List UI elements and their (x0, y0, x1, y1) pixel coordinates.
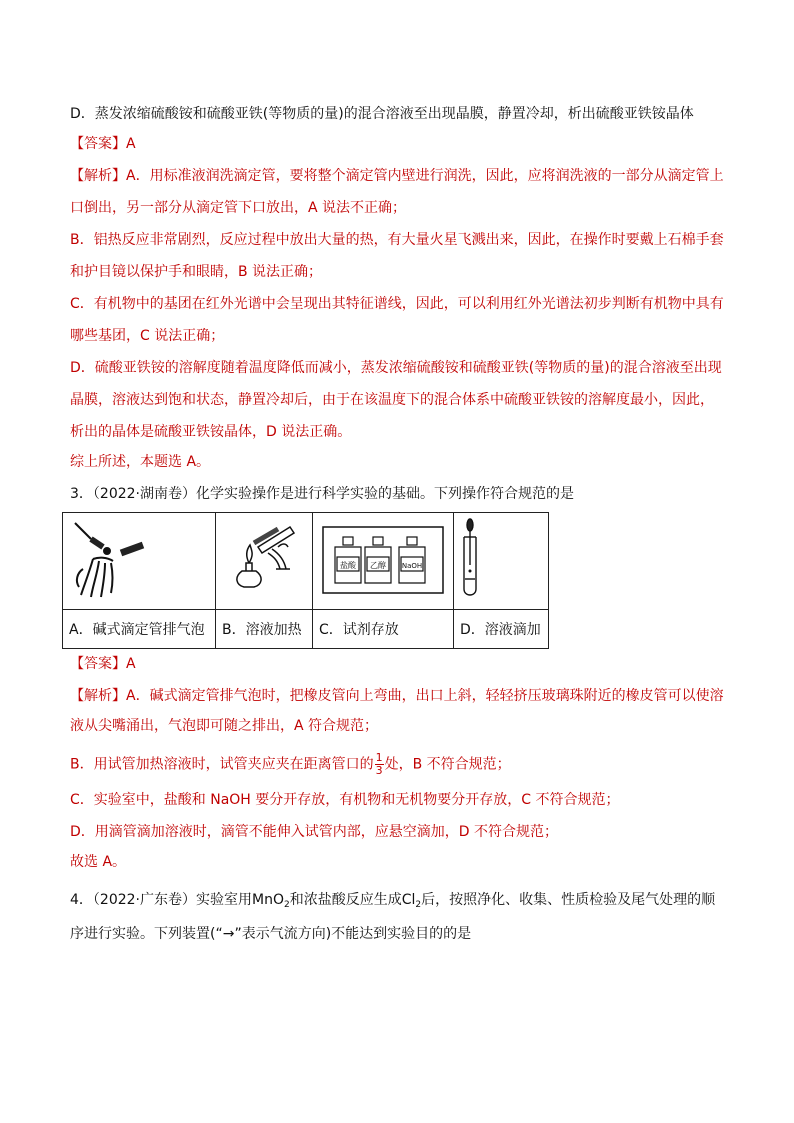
q4-stem-line1 (70, 890, 715, 915)
fraction-denominator: 3 (375, 764, 383, 777)
q3-option-d-image (454, 513, 549, 610)
q3-caption-row (63, 610, 549, 649)
q3-answer: A (126, 656, 136, 672)
formula-cl2-sub: 2 (415, 900, 422, 910)
q3-analysis-c: C．实验室中，盐酸和 NaOH 要分开存放，有机物和无机物要分开存放，C 不符合规范； (70, 792, 620, 808)
q3-image-row (63, 513, 549, 610)
q3-answer-tag: 【答案】 (70, 656, 126, 672)
q2-answer-line (70, 134, 136, 154)
q2-analysis-tag: 【解析】 (70, 168, 126, 184)
dropper-test-tube-icon (454, 513, 548, 605)
q3-option-c-caption: C．试剂存放 (313, 610, 454, 649)
q3-option-a-image (63, 513, 216, 610)
q4-stem-pre: 4．（2022·广东卷）实验室用 (70, 892, 252, 908)
q3-analysis-b-post: 处，B 不符合规范； (384, 756, 511, 773)
q3-analysis-d: D．用滴管滴加溶液时，滴管不能伸入试管内部，应悬空滴加，D 不符合规范； (70, 824, 559, 840)
q3-analysis-b-line (70, 752, 511, 777)
reagent-bottles-icon (313, 513, 453, 605)
q3-analysis-tag: 【解析】 (70, 688, 126, 704)
q2-analysis-d-line3: 析出的晶体是硫酸亚铁铵晶体，D 说法正确。 (70, 424, 352, 440)
formula-mno2-sub: 2 (283, 900, 290, 910)
q2-analysis-d-line1: D．硫酸亚铁铵的溶解度随着温度降低而减小，蒸发浓缩硫酸铵和硫酸亚铁(等物质的量)的混合溶液至出现 (70, 360, 722, 376)
test-tube-heating-icon (216, 513, 312, 605)
q4-stem-line2: 序进行实验。下列装置(“→”表示气流方向)不能达到实验目的的是 (70, 926, 472, 942)
one-third-fraction (375, 752, 384, 777)
burette-squeeze-icon (63, 513, 215, 605)
q2-analysis-a-text1: A．用标准液润洗滴定管，要将整个滴定管内壁进行润洗，因此，应将润洗液的一部分从滴定管上 (126, 168, 724, 184)
q3-options-table (62, 512, 549, 649)
fraction-numerator: 1 (375, 751, 383, 764)
q2-analysis-b-line1: B．铝热反应非常剧烈，反应过程中放出大量的热，有大量火星飞溅出来，因此，在操作时要戴上石棉手套 (70, 232, 724, 248)
q2-summary: 综上所述，本题选 A。 (70, 454, 211, 470)
q3-answer-line (70, 654, 136, 674)
q3-option-b-caption: B．溶液加热 (216, 610, 313, 649)
q3-option-a-caption: A．碱式滴定管排气泡 (63, 610, 216, 649)
q3-analysis-a-line2: 液从尖嘴涌出，气泡即可随之排出，A 符合规范； (70, 718, 379, 734)
q2-analysis-a-line2: 口倒出，另一部分从滴定管下口放出，A 说法不正确； (70, 200, 407, 216)
formula-mno2: MnO (252, 892, 284, 908)
q3-option-b-image (216, 513, 313, 610)
q2-answer-tag: 【答案】 (70, 136, 126, 152)
q2-analysis-d-line2: 晶膜，溶液达到饱和状态，静置冷却后，由于在该温度下的混合体系中硫酸亚铁铵的溶解度最小，因此， (70, 392, 714, 408)
q3-summary: 故选 A。 (70, 854, 127, 870)
q3-stem: 3．（2022·湖南卷）化学实验操作是进行科学实验的基础。下列操作符合规范的是 (70, 486, 574, 502)
bottle-label-hcl: 盐酸 (340, 561, 356, 570)
q3-analysis-a-line1 (70, 686, 724, 706)
q3-option-c-image (313, 513, 454, 610)
q2-analysis-c-line2: 哪些基团，C 说法正确； (70, 328, 225, 344)
q3-analysis-a-text1: A．碱式滴定管排气泡时，把橡皮管向上弯曲，出口上斜，轻轻挤压玻璃珠附近的橡皮管可以使溶 (126, 688, 724, 704)
q2-analysis-c-line1: C．有机物中的基团在红外光谱中会呈现出其特征谱线，因此，可以利用红外光谱法初步判断有机物中具有 (70, 296, 724, 312)
bottle-label-ethanol: 乙醇 (370, 561, 386, 570)
q3-option-d-caption: D．溶液滴加 (454, 610, 549, 649)
bottle-label-naoh: NaOH (401, 562, 423, 570)
q2-analysis-b-line2: 和护目镜以保护手和眼睛，B 说法正确； (70, 264, 323, 280)
q3-analysis-b-pre: B．用试管加热溶液时，试管夹应夹在距离管口的 (70, 756, 374, 773)
q2-option-d: D．蒸发浓缩硫酸铵和硫酸亚铁(等物质的量)的混合溶液至出现晶膜，静置冷却，析出硫酸亚铁铵晶体 (70, 106, 694, 122)
q2-analysis-a-line1 (70, 166, 724, 186)
q4-stem-mid: 和浓盐酸反应生成 (289, 892, 402, 908)
q2-answer: A (126, 136, 136, 152)
q4-stem-post: 后，按照净化、收集、性质检验及尾气处理的顺 (421, 892, 716, 908)
formula-cl2: Cl (401, 892, 416, 908)
